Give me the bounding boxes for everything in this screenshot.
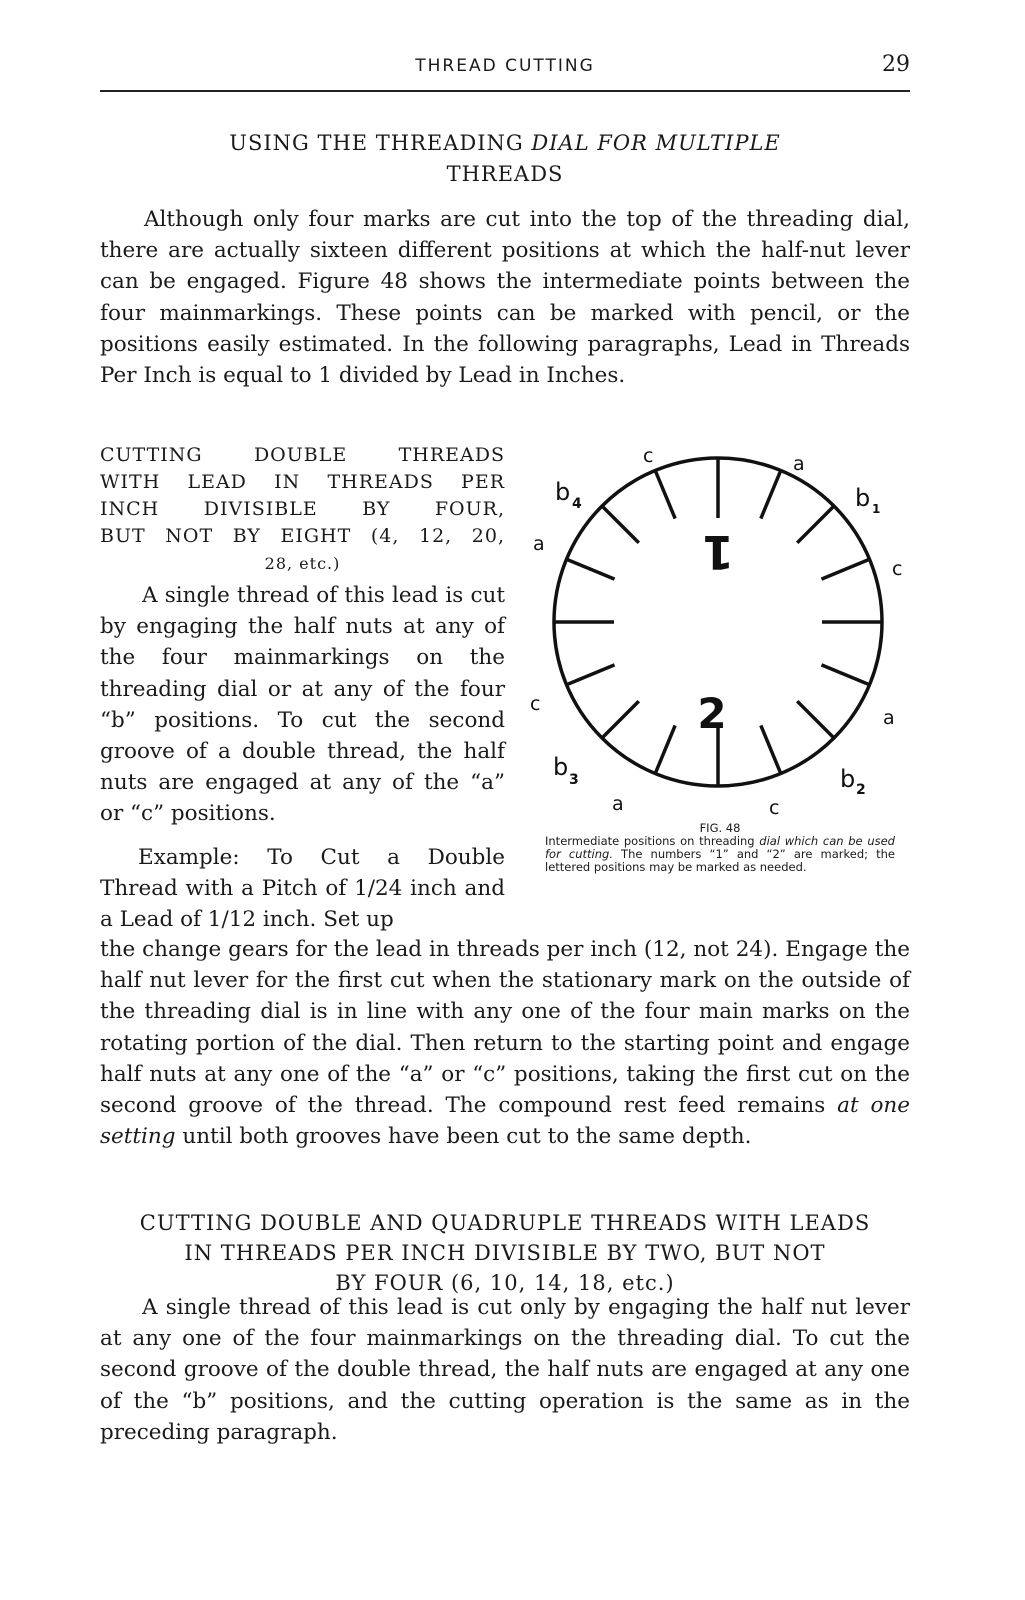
heading-line: CUTTING DOUBLE THREADS xyxy=(100,444,505,466)
caption-text-italic: dial which can be used for cutting. xyxy=(545,834,895,861)
dial-tick xyxy=(821,665,869,685)
example-text-italic: at one setting xyxy=(100,1093,911,1150)
label-b3: b xyxy=(553,753,569,781)
dial-tick xyxy=(797,506,834,543)
intro-paragraph: Although only four marks are cut into the top of the threading dial, there are actually sixteen different positions at which the half-nut lever can be engaged. Figure 48 shows the intermediate points between the four mainmarkings. These points can be marked with pencil, or the positions easily estimated. In the following paragraphs, Lead in Threads Per Inch is equal to 1 divided by Lead in Inches. xyxy=(100,207,910,389)
dial-tick xyxy=(602,701,639,738)
section-heading-double-threads xyxy=(100,442,505,577)
caption-text-end: The numbers “1” and “2” are marked; the lettered positions may be marked as needed. xyxy=(545,847,895,874)
label-c-bottom: c xyxy=(769,797,780,819)
label-a-right: a xyxy=(883,707,895,729)
dial-tick xyxy=(761,725,781,773)
dial-tick xyxy=(566,559,614,579)
label-b1: b xyxy=(855,484,871,512)
heading-text-line2: THREADS xyxy=(446,162,564,186)
dial-tick xyxy=(821,559,869,579)
label-a-left: a xyxy=(533,533,545,555)
label-b1-sub: 1 xyxy=(872,502,881,516)
label-b4-sub: 4 xyxy=(572,496,582,512)
dial-tick xyxy=(655,470,675,518)
dial-tick xyxy=(797,701,834,738)
dial-tick xyxy=(761,470,781,518)
threading-dial-diagram xyxy=(515,440,915,820)
mark-2: 2 xyxy=(697,689,727,738)
dial-tick xyxy=(655,725,675,773)
dial-tick xyxy=(566,665,614,685)
quadruple-thread-paragraph: A single thread of this lead is cut only by engaging the half nut lever at any one of the four mainmarkings on the threading dial. To cut the second groove of the double thread, the half nuts are engaged at any one of the “b” positions, and the cutting operation is the same as in the preceding paragraph. xyxy=(100,1295,910,1445)
double-thread-paragraph: A single thread of this lead is cut by engaging the half nuts at any of the four mainmarkings on the threading dial or at any of the four “b” positions. To cut the second groove of a double thread, the half nuts are engaged at any of the “a” or “c” positions. xyxy=(100,583,505,827)
label-b3-sub: 3 xyxy=(569,772,579,788)
heading-line: IN THREADS PER INCH DIVISIBLE BY TWO, BUT NOT xyxy=(184,1241,826,1265)
figure-number: FIG. 48 xyxy=(699,821,741,835)
heading-line: WITH LEAD IN THREADS PER xyxy=(100,471,505,493)
example-paragraph-continued xyxy=(100,934,910,1152)
example-text-end: until both grooves have been cut to the same depth. xyxy=(175,1124,752,1150)
label-a-bottom: a xyxy=(612,793,624,815)
heading-text: USING THE THREADING xyxy=(229,131,532,155)
example-text: the change gears for the lead in threads per inch (12, not 24). Engage the half nut lever for the first cut when the stationary mark on the outside of the threading dial is in line with any one of the four main marks on the rotating portion of the dial. Then return to the starting point and engage half nuts at any one of the “a” or “c” positions, taking the first cut on the second groove of the thread. The compound rest feed remains xyxy=(100,937,910,1119)
label-c-right: c xyxy=(892,558,903,580)
heading-line: INCH DIVISIBLE BY FOUR, xyxy=(100,498,505,520)
section-heading-quadruple-threads xyxy=(100,1208,910,1298)
heading-line: BY FOUR (6, 10, 14, 18, etc.) xyxy=(335,1271,675,1295)
heading-line: CUTTING DOUBLE AND QUADRUPLE THREADS WITH LEADS xyxy=(139,1211,871,1235)
label-b2: b xyxy=(840,765,856,793)
page-header xyxy=(100,50,910,92)
label-a-top: a xyxy=(793,453,805,475)
example-paragraph-start: Example: To Cut a Double Thread with a Pitch of 1/24 inch and a Lead of 1/12 inch. Set up xyxy=(100,845,505,933)
label-b2-sub: 2 xyxy=(856,782,866,798)
label-c-top: c xyxy=(643,445,654,467)
running-head: THREAD CUTTING xyxy=(415,56,595,76)
label-b4: b xyxy=(555,478,571,506)
threading-dial-figure xyxy=(515,440,915,820)
section-heading-multiple-threads xyxy=(100,128,910,190)
label-c-left: c xyxy=(530,693,541,715)
mark-1: 1 xyxy=(701,525,735,579)
heading-line: 28, etc.) xyxy=(264,554,341,573)
heading-line: BUT NOT BY EIGHT (4, 12, 20, xyxy=(100,525,505,547)
dial-tick xyxy=(602,506,639,543)
heading-text-italic: DIAL FOR MULTIPLE xyxy=(531,131,781,155)
figure-caption xyxy=(545,822,895,874)
page-number: 29 xyxy=(882,52,910,77)
caption-text: Intermediate positions on threading xyxy=(545,834,760,848)
